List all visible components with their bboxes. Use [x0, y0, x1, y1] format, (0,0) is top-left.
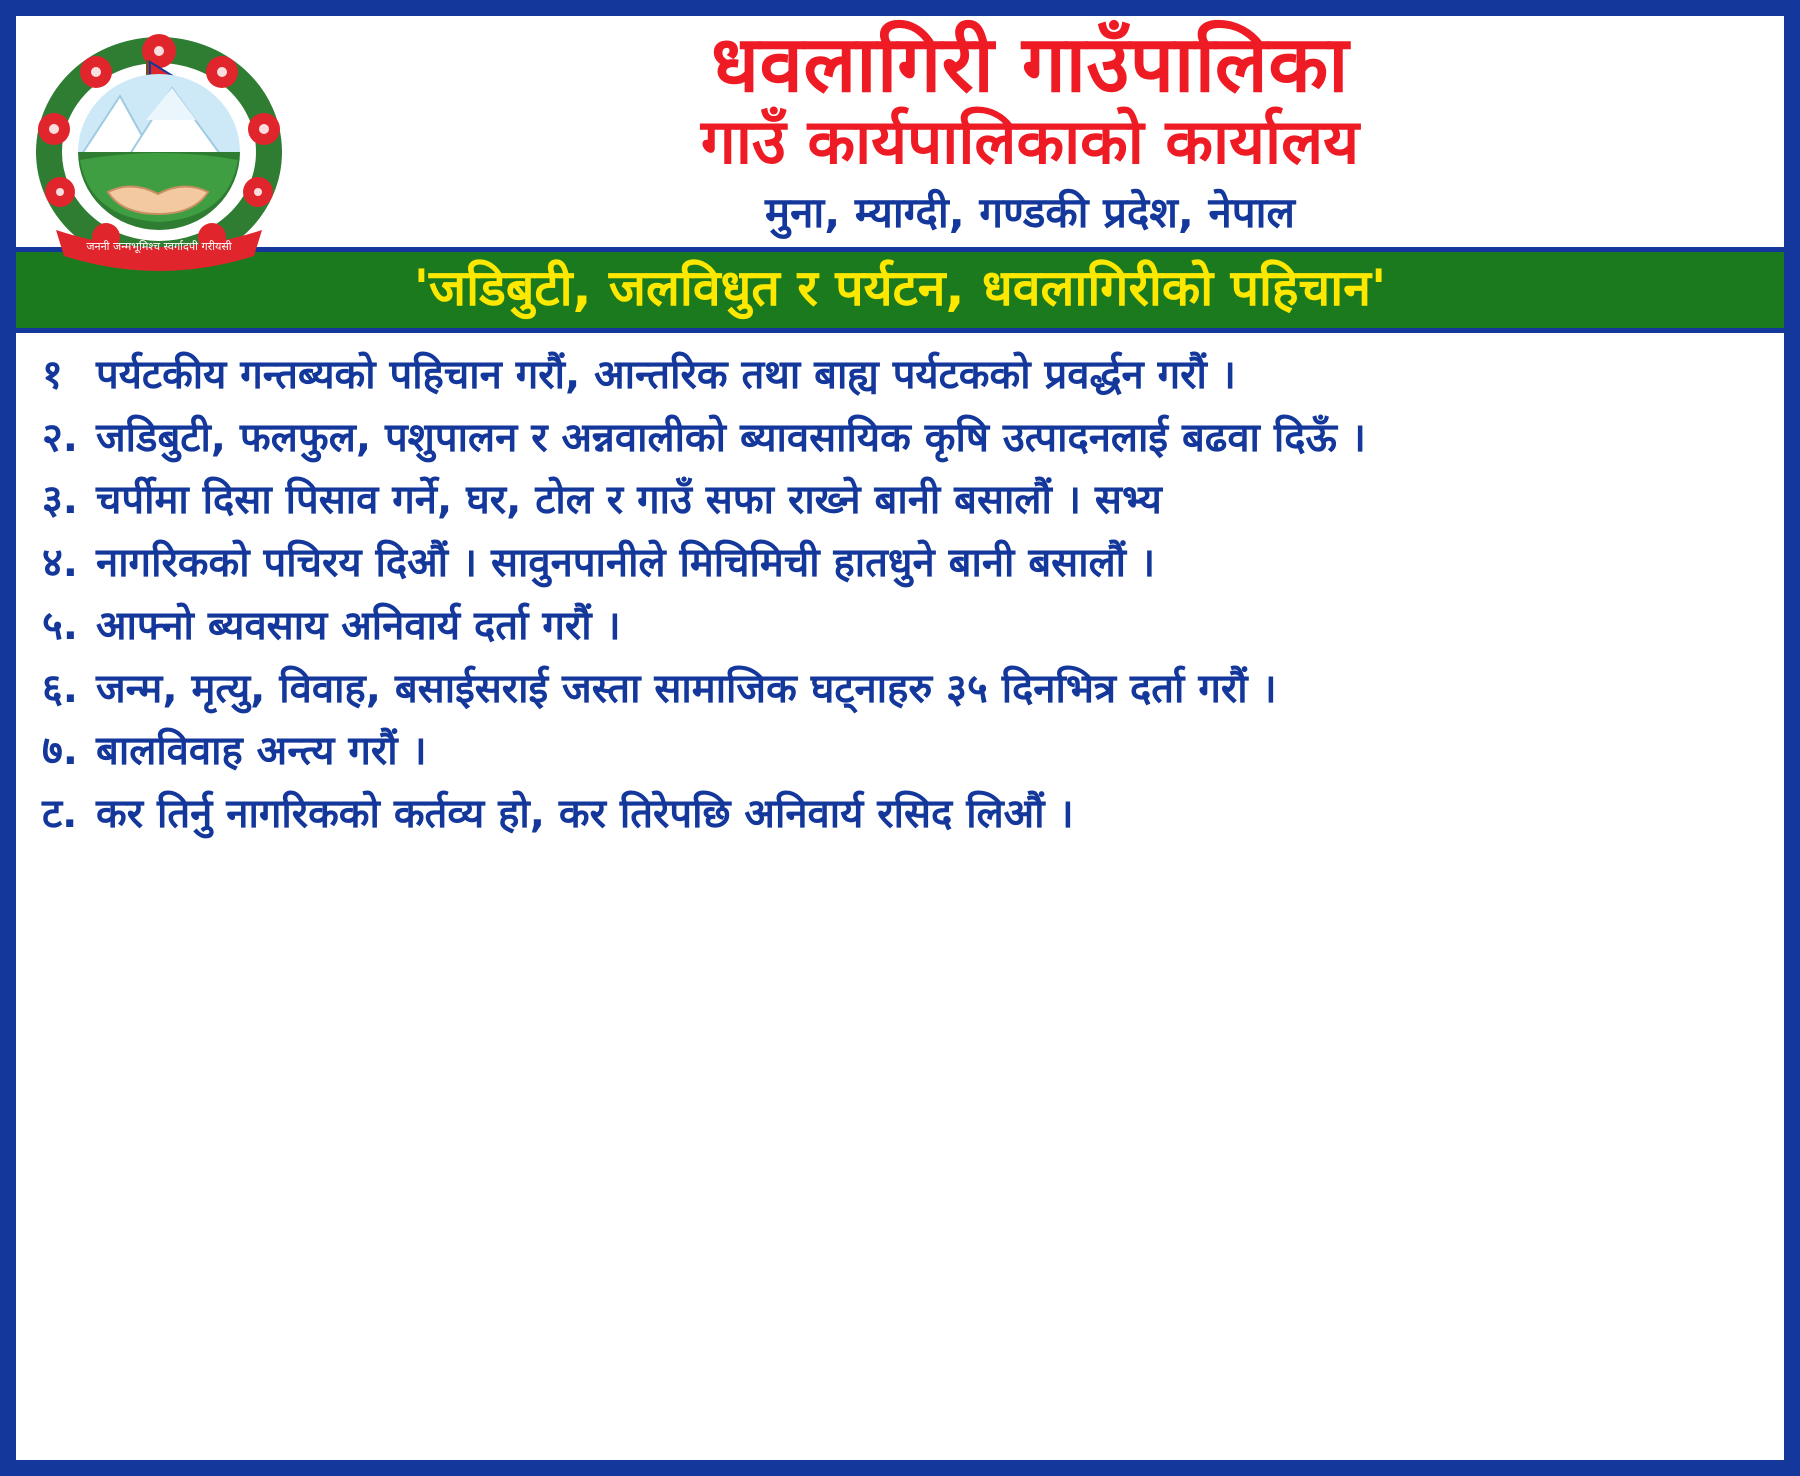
list-item: [34, 472, 1766, 529]
title-block: [286, 20, 1774, 241]
list-item-text: जडिबुटी, फलफुल, पशुपालन र अन्नवालीको ब्यावसायिक कृषि उत्पादनलाई बढवा दिऊँ ।: [96, 414, 1366, 461]
list-item-number: ट.: [42, 791, 78, 838]
list-item: [34, 410, 1766, 467]
page-subtitle: गाउँ कार्यपालिकाको कार्यालय: [700, 104, 1360, 178]
list-item-number: २.: [42, 414, 78, 461]
list-item-text: नागरिकको पचिरय दिऔं । सावुनपानीले मिचिमिची हातधुने बानी बसालौं ।: [96, 540, 1156, 587]
page-location: मुना, म्याग्दी, गण्डकी प्रदेश, नेपाल: [764, 188, 1295, 238]
list-item-number: ४.: [42, 540, 78, 587]
list-item: [34, 535, 1766, 592]
nepal-emblem-icon: [34, 34, 284, 284]
list-item-number: ६.: [42, 665, 78, 712]
list-item-number: ५.: [42, 602, 78, 649]
poster-header: [16, 16, 1784, 253]
list-item-text: जन्म, मृत्यु, विवाह, बसाईसराई जस्ता सामाजिक घट्नाहरु ३५ दिनभित्र दर्ता गरौं ।: [96, 665, 1277, 712]
slogan-text: 'जडिबुटी, जलविधुत र पर्यटन, धवलागिरीको पहिचान': [413, 258, 1387, 317]
list-item-number: ७.: [42, 728, 78, 775]
list-item: [34, 661, 1766, 718]
list-item-number: ३.: [42, 477, 78, 524]
points-list: [16, 333, 1784, 1460]
list-item-text: कर तिर्नु नागरिकको कर्तव्य हो, कर तिरेपछि अनिवार्य रसिद लिऔं ।: [96, 791, 1074, 838]
list-item: [34, 723, 1766, 780]
emblem-svg: [34, 34, 284, 284]
page-title: धवलागिरी गाउँपालिका: [711, 20, 1349, 110]
list-item: [34, 786, 1766, 843]
list-item: [34, 598, 1766, 655]
list-item-text: आफ्नो ब्यवसाय अनिवार्य दर्ता गरौं ।: [96, 602, 621, 649]
list-item-text: पर्यटकीय गन्तब्यको पहिचान गरौं, आन्तरिक तथा बाह्य पर्यटकको प्रवर्द्धन गरौं ।: [96, 351, 1236, 398]
list-item-number: १: [42, 351, 63, 398]
list-item-text: चर्पीमा दिसा पिसाव गर्ने, घर, टोल र गाउँ सफा राख्ने बानी बसालौं । सभ्य: [96, 477, 1162, 524]
list-item-text: बालविवाह अन्त्य गरौं ।: [96, 728, 427, 775]
svg-text:जननी जन्मभूमिश्च स्वर्गादपी गर: जननी जन्मभूमिश्च स्वर्गादपी गरीयसी: [86, 240, 232, 253]
list-item: [34, 347, 1766, 404]
